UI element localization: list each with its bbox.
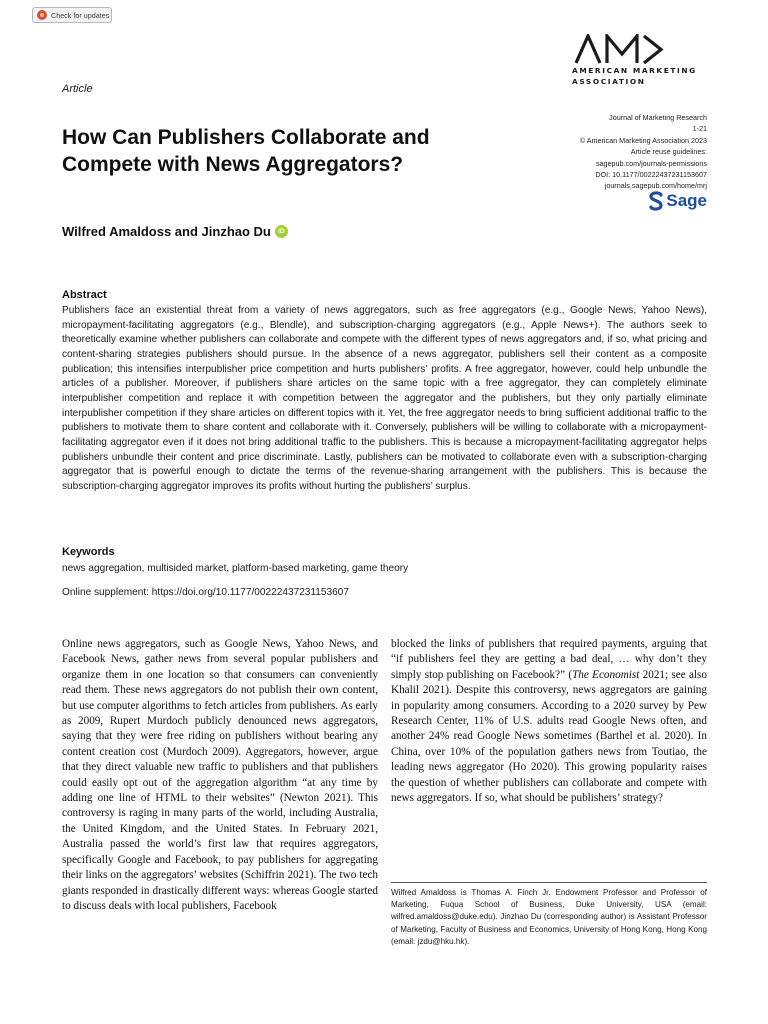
journal-pages: 1-21 <box>692 124 707 134</box>
sage-s-icon <box>649 191 663 211</box>
author-line <box>62 224 288 239</box>
check-for-updates-label: Check for updates <box>51 10 110 20</box>
journal-name: Journal of Marketing Research <box>609 113 707 122</box>
abstract-heading: Abstract <box>62 289 107 301</box>
keywords-text: news aggregation, multisided market, platform-based marketing, game theory <box>62 563 409 574</box>
body-column-right <box>391 637 707 806</box>
sage-logo <box>649 191 707 211</box>
crossmark-icon <box>37 10 47 20</box>
article-type-label: Article <box>62 83 93 95</box>
journal-info <box>477 112 707 192</box>
reuse-link[interactable]: sagepub.com/journals-permissions <box>595 158 707 168</box>
orcid-icon[interactable]: iD <box>275 225 288 238</box>
body-right-text-1: blocked the links of publishers that required payments, arguing that “if publishers feel they are getting a bad deal, … why don’t they simply stop publishing on Facebook?” ( <box>391 638 707 681</box>
article-title: How Can Publishers Collaborate and Compete with News Aggregators? <box>62 126 430 176</box>
sage-logo-text: Sage <box>666 191 707 210</box>
check-for-updates-badge[interactable] <box>32 7 112 23</box>
body-column-left: Online news aggregators, such as Google News, Yahoo News, and Facebook News, gather news from several popular publishers and organize them in one location so that consumers can conveniently read them. These news aggregators do not publish their own content, but use computer algorithms to fetch articles from publishers. As early as 2009, Rupert Murdoch publicly denounced news aggregators, saying that they were free riding on publishers without bearing any content creation cost (Murdoch 2009). Aggregators, however, argue that they direct valuable new traffic to publishers and that publishers could easily opt out of the aggregation algorithm “at any time by adding one line of HTML to their websites” (Newton 2021). This controversy is raging in many parts of the world, including Australia, the United Kingdom, and the United States. In February 2021, Australia passed the world’s first law that requires aggregators, specifically Google and Facebook, to pay publishers for aggregating their links on the aggregators’ websites (Schiffrin 2021). The two tech giants responded in drastically different ways: whereas Google started to discuss deals with local publishers, Facebook <box>62 638 378 912</box>
body-right-text-2: 2021; see also Khalil 2021). Despite this controversy, news aggregators are gaining in popularity among consumers. According to a 2020 survey by Pew Research Center, 11% of U.S. adults read Google News often, and another 24% read Google News sometimes (Barthel et al. 2020). In China, over 10% of the population gathers news from Toutiao, the leading news aggregator (Ho 2020). This growing popularity raises the question of whether publishers can collaborate and compete with news aggregators. If so, what should be publishers’ strategy? <box>391 668 707 805</box>
copyright-line: © American Marketing Association 2023 <box>579 135 707 145</box>
ama-logo-text <box>572 66 708 87</box>
ama-logo-mark <box>574 34 664 64</box>
keywords-heading: Keywords <box>62 546 115 558</box>
logo-line-2: ASSOCIATION <box>572 76 646 86</box>
body-right-italic: The Economist <box>572 668 640 681</box>
doi-line[interactable]: DOI: 10.1177/00222437231153607 <box>595 170 707 180</box>
logo-line-1: AMERICAN MARKETING <box>572 66 697 75</box>
abstract-text: Publishers face an existential threat from a variety of news aggregators, such as free aggregators (e.g., Google News, Yahoo News), micropayment-facilitating aggregators (e.g., Blendle), and subscription-charging aggregators (e.g., Apple News+). The authors seek to theoretically examine whether publishers can collaborate and compete with the different types of news aggregators and, if so, what pricing and content-sharing strategies publishers should pursue. In the absence of a news aggregator, publishers sell their content as a composite publication; this intensifies interpublisher price competition and hurts publishers’ profits. A free aggregator, however, could help unbundle the articles of a publisher. Moreover, if publishers share articles on the same topic with a free aggregator, they can completely eliminate interpublisher competition and replace it with competition between the aggregator and the publishers, but they only partially eliminate interpublisher competition if they share articles on different topics with it. Yet, the free aggregator needs to bring sufficient additional traffic to the publishers to motivate them to share content and collaborate with it. Conversely, publishers will be willing to collaborate with a micropayment-facilitating aggregator even if it does not bring additional traffic to the publishers. This is because a micropayment-facilitating aggregator helps publishers unbundle their content and price discriminate. Lastly, publishers can be motivated to collaborate even with a subscription-charging aggregator that is powerful enough to dictate the terms of the revenue-sharing arrangement with the publishers. This is because the subscription-charging aggregator improves its profits without hurting the publishers’ surplus. <box>62 305 707 492</box>
reuse-label: Article reuse guidelines: <box>630 147 707 157</box>
author-names: Wilfred Amaldoss and Jinzhao Du <box>62 224 271 239</box>
online-supplement-link[interactable]: Online supplement: https://doi.org/10.1177/00222437231153607 <box>62 587 349 598</box>
author-footnote: Wilfred Amaldoss is Thomas A. Finch Jr. Endowment Professor and Professor of Marketing, Fuqua School of Business, Duke University, USA (email: wilfred.amaldoss@duke.edu). Jinzhao Du (corresponding author) is Assistant Professor of Marketing, Faculty of Business and Economics, University of Hong Kong, Hong Kong (email: jzdu@hku.hk). <box>391 882 707 948</box>
journal-url[interactable]: journals.sagepub.com/home/mrj <box>604 181 707 191</box>
ama-logo <box>572 34 708 87</box>
